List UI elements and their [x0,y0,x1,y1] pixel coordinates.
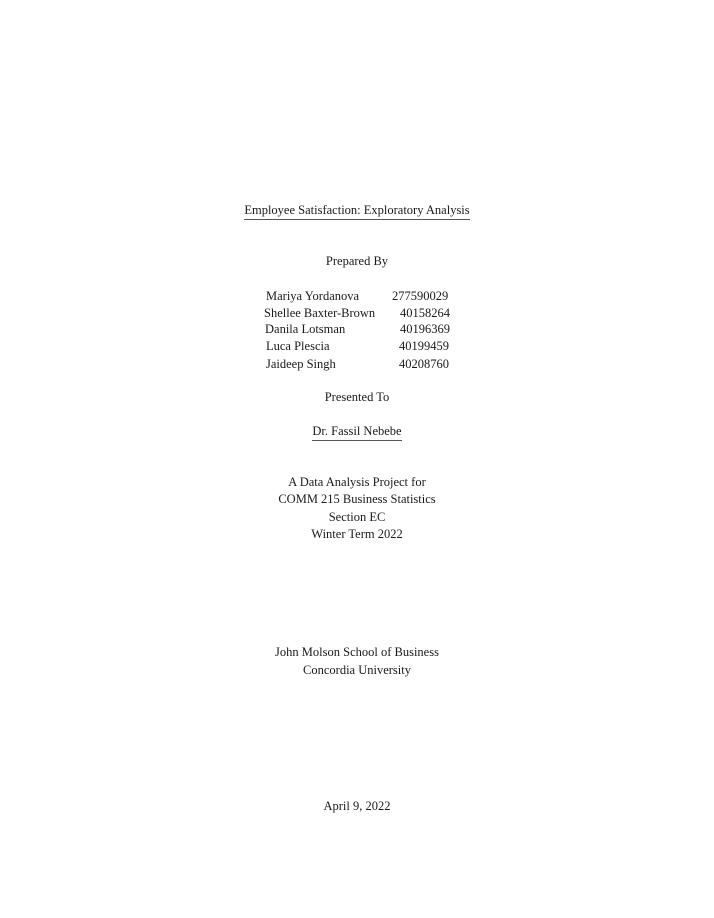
professor-name: Dr. Fassil Nebebe [312,424,401,441]
project-line-1: A Data Analysis Project for [288,475,426,489]
author-name: Jaideep Singh [266,357,336,371]
university-name: Concordia University [303,663,411,677]
course-section: Section EC [328,510,386,524]
author-name: Luca Plescia [266,339,330,353]
author-name: Shellee Baxter-Brown [264,306,376,320]
author-name: Mariya Yordanova [266,289,360,303]
author-id: 277590029 [392,289,449,303]
author-name: Danila Lotsman [265,322,346,336]
title-line [0,202,714,220]
presented-to-label: Presented To [324,390,390,404]
course-term: Winter Term 2022 [311,527,403,541]
school-name: John Molson School of Business [275,645,439,659]
document-date: April 9, 2022 [323,799,391,813]
course-name: COMM 215 Business Statistics [278,492,436,506]
presented-to-line [0,423,714,441]
prepared-by-label: Prepared By [325,254,389,268]
author-id: 40196369 [400,322,450,336]
document-title: Employee Satisfaction: Exploratory Analysis [244,203,469,220]
author-id: 40158264 [400,306,450,320]
author-id: 40208760 [399,357,449,371]
author-id: 40199459 [399,339,449,353]
